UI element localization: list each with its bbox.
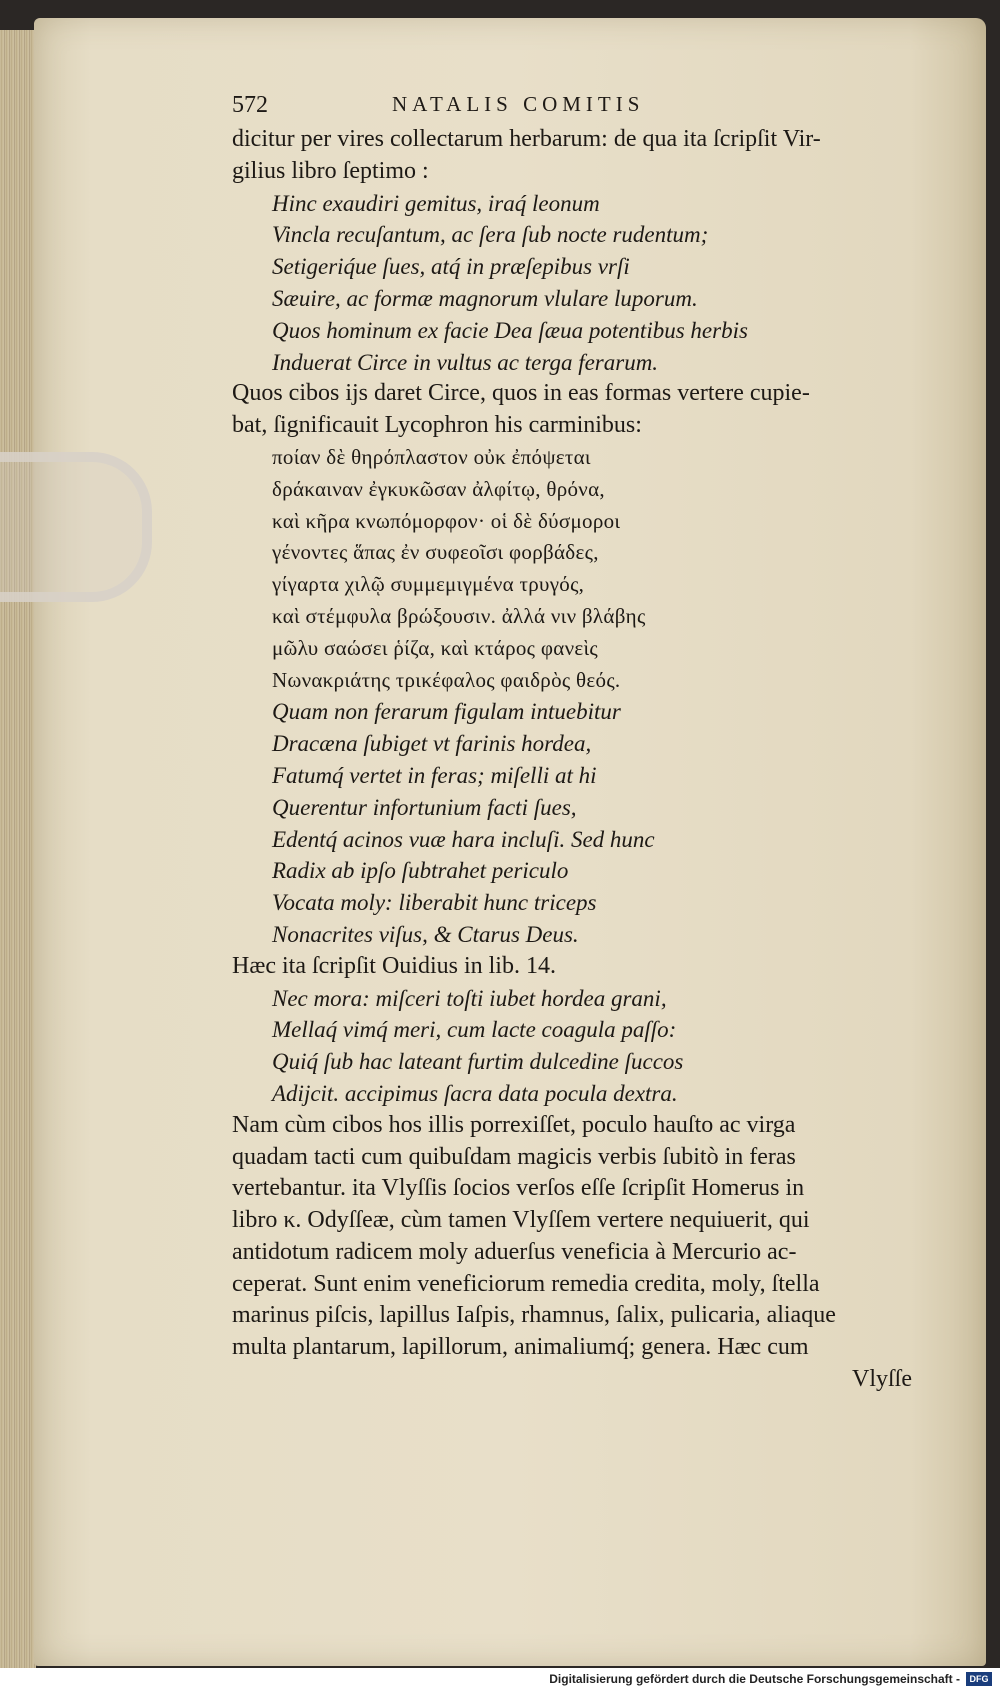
book-page-edges xyxy=(0,30,36,1670)
prose-line: vertebantur. ita Vlyſſis ſocios verſos eſſe ſcripſit Homerus in xyxy=(232,1175,805,1202)
verse-line: Induerat Circe in vultus ac terga ferarum. xyxy=(272,349,659,375)
footer-credit: Digitalisierung gefördert durch die Deutsche Forschungsgemeinschaft - xyxy=(549,1672,960,1686)
verse-line: Radix ab ipſo ſubtrahet periculo xyxy=(272,858,569,884)
prose-line: antidotum radicem moly aduerſus veneficia à Mercurio ac- xyxy=(232,1238,797,1265)
verse-line: Sæuire, ac formæ magnorum vlulare luporum. xyxy=(272,285,698,311)
verse-line: Nec mora: miſceri toſti iubet hordea grani, xyxy=(272,985,667,1011)
page-clip xyxy=(0,452,152,602)
verse-line: Fatumq́ vertet in feras; miſelli at hi xyxy=(272,762,597,788)
greek-line: Νωνακριάτης τρικέφαλος φαιδρὸς θεός. xyxy=(272,667,621,692)
prose-line: quadam tacti cum quibuſdam magicis verbis ſubitò in feras xyxy=(232,1143,796,1170)
greek-line: ποίαν δὲ θηρόπλαστον οὐκ ἐπόψεται xyxy=(272,444,591,469)
running-title: NATALIS COMITIS xyxy=(392,92,645,116)
greek-line: γένοντες ἅπας ἐν συφεοῖσι φορβάδες, xyxy=(272,540,599,565)
verse-line: Dracæna ſubiget vt farinis hordea, xyxy=(272,731,592,757)
verse-line: Querentur infortunium facti ſues, xyxy=(272,794,577,820)
page-number: 572 xyxy=(232,92,268,118)
greek-line: μῶλυ σαώσει ῥίζα, καὶ κτάρος φανεὶς xyxy=(272,635,599,660)
dfg-logo: DFG xyxy=(966,1672,992,1686)
page-header xyxy=(232,92,922,122)
prose-line: ceperat. Sunt enim veneficiorum remedia credita, moly, ſtella xyxy=(232,1270,820,1297)
prose-line: libro κ. Odyſſeæ, cùm tamen Vlyſſem vertere nequiuerit, qui xyxy=(232,1207,810,1234)
verse-line: Adijcit. accipimus ſacra data pocula dextra. xyxy=(272,1080,678,1106)
verse-line: Quam non ferarum figulam intuebitur xyxy=(272,699,621,725)
verse-line: Edentq́ acinos vuæ hara incluſi. Sed hunc xyxy=(272,826,655,852)
page-text xyxy=(232,124,922,1396)
prose-line: Hæc ita ſcripſit Ouidius in lib. 14. xyxy=(232,952,556,979)
greek-line: καὶ στέμφυλα βρώξουσιν. ἀλλά νιν βλάβης xyxy=(272,603,646,628)
verse-line: Setigeriq́ue ſues, atq́ in præſepibus vrſi xyxy=(272,254,630,280)
verse-line: Quiq́ ſub hac lateant furtim dulcedine ſuccos xyxy=(272,1049,684,1075)
verse-line: Mellaq́ vimq́ meri, cum lacte coagula paſſo: xyxy=(272,1017,677,1043)
footer-bar xyxy=(0,1668,1000,1692)
verse-line: Nonacrites viſus, & Ctarus Deus. xyxy=(272,921,579,947)
prose-line: Quos cibos ijs daret Circe, quos in eas formas vertere cupie- xyxy=(232,380,810,407)
prose-line: multa plantarum, lapillorum, animaliumq́; genera. Hæc cum xyxy=(232,1334,809,1361)
greek-line: δράκαιναν ἐγκυκῶσαν ἀλφίτῳ, θρόνα, xyxy=(272,476,605,501)
catchword: Vlyſſe xyxy=(852,1366,912,1393)
verse-line: Hinc exaudiri gemitus, iraq́ leonum xyxy=(272,190,600,216)
prose-line: gilius libro ſeptimo : xyxy=(232,157,429,184)
prose-line: bat, ſignificauit Lycophron his carminibus: xyxy=(232,412,642,439)
prose-line: marinus piſcis, lapillus Iaſpis, rhamnus, ſalix, pulicaria, aliaque xyxy=(232,1302,836,1329)
verse-line: Quos hominum ex facie Dea ſæua potentibus herbis xyxy=(272,317,748,343)
prose-line: dicitur per vires collectarum herbarum: de qua ita ſcripſit Vir- xyxy=(232,126,821,152)
verse-line: Vincla recuſantum, ac ſera ſub nocte rudentum; xyxy=(272,222,709,248)
verse-line: Vocata moly: liberabit hunc triceps xyxy=(272,890,597,916)
greek-line: γίγαρτα χιλῷ συμμεμιγμένα τρυγός, xyxy=(272,572,585,597)
prose-line: Nam cùm cibos hos illis porrexiſſet, poculo hauſto ac virga xyxy=(232,1111,796,1138)
greek-line: καὶ κῆρα κνωπόμορφον· οἱ δὲ δύσμοροι xyxy=(272,508,621,533)
